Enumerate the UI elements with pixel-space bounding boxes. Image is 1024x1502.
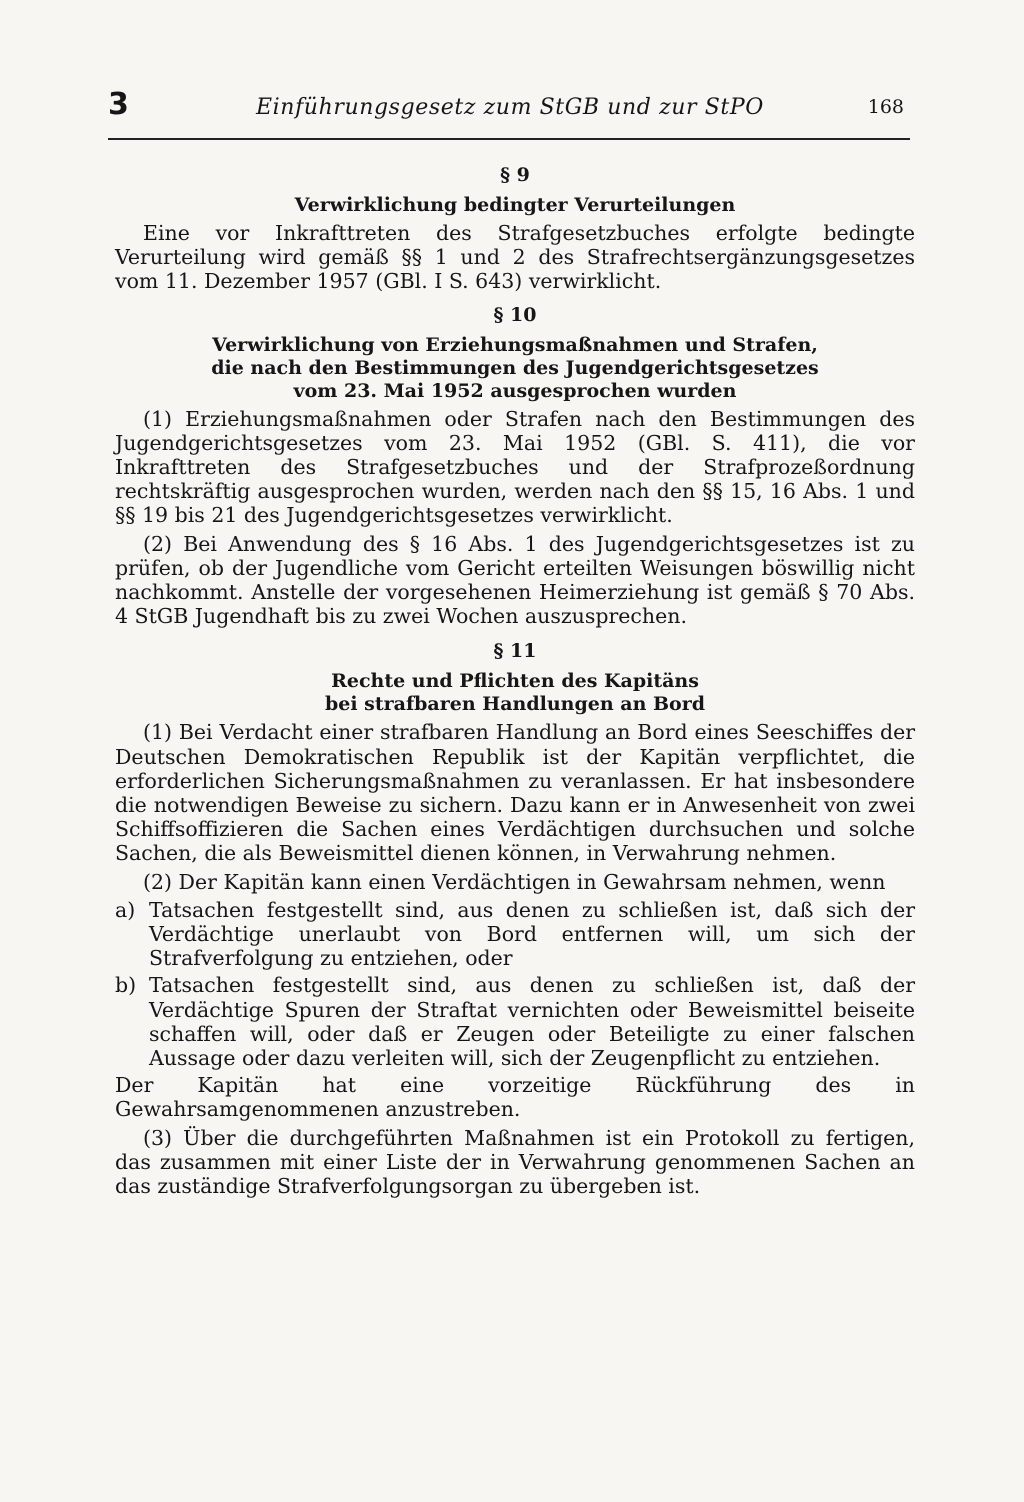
section-title-line-2: bei strafbaren Handlungen an Bord — [324, 693, 706, 716]
page-header — [108, 86, 908, 126]
paragraph-4: (3) Über die durchgeführten Maßnahmen ist ein Protokoll zu fertigen, das zusammen mit einer Liste der in Verwahrung genommenen Sachen an das zuständige Strafverfolgungsorgan zu übergeben ist. — [115, 1125, 915, 1199]
section-number: § 11 — [493, 640, 537, 663]
list-text: Tatsachen festgestellt sind, aus denen zu schließen ist, daß sich der Verdächtige unerlaubt von Bord entfernen will, um sich der Strafverfolgung zu entziehen, oder — [149, 897, 915, 971]
section-title-line-1: Verwirklichung von Erziehungsmaßnahmen und Strafen, — [212, 333, 818, 356]
section-number: § 10 — [493, 303, 537, 326]
paragraph: Eine vor Inkrafttreten des Strafgesetzbuches erfolgte bedingte Verurteilung wird gemäß §§ 1 und 2 des Strafrechtsergänzungsgesetzes vom 11. Dezember 1957 (GBl. I S. 643) verwirklicht. — [115, 221, 915, 294]
header-divider — [108, 138, 910, 140]
section-title-line-1: Rechte und Pflichten des Kapitäns — [331, 670, 699, 693]
paragraph-2: (2) Bei Anwendung des § 16 Abs. 1 des Jugendgerichtsgesetzes ist zu prüfen, ob der Jugendliche vom Gericht erteilten Weisungen böswillig nicht nachkommt. Anstelle der vorgesehenen Heimerziehung ist gemäß § 70 Abs. 4 StGB Jugendhaft bis zu zwei Wochen auszusprechen. — [115, 531, 915, 629]
chapter-number: 3 — [108, 87, 129, 122]
page-number: 168 — [867, 96, 904, 118]
paragraph-1: (1) Bei Verdacht einer strafbaren Handlung an Bord eines Seeschiffes der Deutschen Demokratischen Republik ist der Kapitän verpflichtet, die erforderlichen Sicherungsmaßnahmen zu veranlassen. Er hat insbesondere die notwendigen Beweise zu sichern. Dazu kann er in Anwesenheit von zwei Schiffsoffizieren die Sachen eines Verdächtigen durchsuchen und solche Sachen, die als Beweismittel dienen können, in Verwahrung nehmen. — [115, 720, 915, 866]
list-item-b — [115, 973, 915, 1070]
section-number: § 9 — [500, 164, 530, 186]
section-title: Verwirklichung bedingter Verurteilungen — [294, 194, 736, 216]
paragraph-1: (1) Erziehungsmaßnahmen oder Strafen nach den Bestimmungen des Jugendgerichtsgesetzes vom 23. Mai 1952 (GBl. S. 411), die vor Inkrafttreten des Strafgesetzbuches und der Strafprozeßordnung rechtskräftig ausgesprochen wurden, werden nach den §§ 15, 16 Abs. 1 und §§ 19 bis 21 des Jugendgerichtsgesetzes verwirklicht. — [115, 406, 915, 528]
section-title-line-2: die nach den Bestimmungen des Jugendgerichtsgesetzes — [211, 356, 819, 379]
section-11 — [115, 636, 915, 1198]
list-label: a) — [115, 897, 136, 922]
section-10 — [115, 300, 915, 629]
section-title-line-3: vom 23. Mai 1952 ausgesprochen wurden — [293, 379, 737, 402]
section-9 — [115, 160, 915, 294]
paragraph-2: (2) Der Kapitän kann einen Verdächtigen in Gewahrsam nehmen, wenn — [143, 869, 886, 894]
list-label: b) — [115, 973, 137, 998]
document-body — [115, 160, 915, 1198]
list-text: Tatsachen festgestellt sind, aus denen zu schließen ist, daß der Verdächtige Spuren der Straftat vernichten oder Beweismittel beiseite schaffen will, oder daß er Zeugen oder Beteiligte zu einer falschen Aussage oder dazu verleiten will, sich der Zeugenpflicht zu entziehen. — [149, 973, 915, 1071]
list-item-a — [115, 898, 915, 971]
paragraph-3: Der Kapitän hat eine vorzeitige Rückführung des in Gewahrsamgenommenen anzustreben. — [115, 1073, 915, 1122]
running-title: Einführungsgesetz zum StGB und zur StPO — [256, 95, 764, 120]
